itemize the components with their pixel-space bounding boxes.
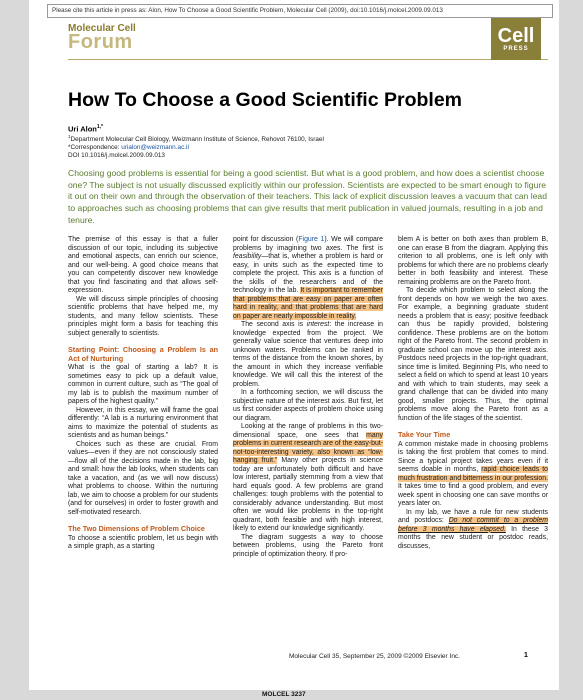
journal-name: Molecular Cell [68,23,136,34]
highlighted-text: rapid choice leads to much frustration and bitterness in our profession. [398,466,548,482]
paragraph: Looking at the range of problems in this two-dimensional space, one sees that many problems in current research are of the easy-but-not-too-interesting variety, also known as “low-hanging fruit.” Many other projects in science today are unfortunately both difficult and have low interest, partially stemming from a view that hard equals good. A few problems are grand challenges: tough problems with the potential to considerably advance understanding. But most often we would like problems in the top-right quadrant, both feasible and with high interest, likely to extend our knowledge significantly. [233,423,383,532]
abstract: Choosing good problems is essential for being a good scientist. But what is a good problem, and how does a scientist choose one? The subject is not usually discussed explicitly within our profession. Scientists are expected to be smart enough to figure it out on their own and through the observation of their teachers. This lack of explicit discussion leaves a vacuum that can lead to approaches such as choosing problems that can give results that merit publication in valued journals, resulting in a job and tenure. [68,168,547,225]
doi: DOI 10.1016/j.molcel.2009.09.013 [68,152,165,160]
page-number: 1 [524,652,528,659]
author-marks: 1,* [96,124,104,130]
citation-banner: Please cite this article in press as: Alon, How To Choose a Good Scientific Problem, Molecular Cell (2009), doi:10.1016/j.molcel.2009.09.013 [47,4,553,18]
paragraph: To choose a scientific problem, let us begin with a simple graph, as a starting [68,534,218,550]
paragraph: The diagram suggests a way to choose between problems, using the Pareto front principle of optimization theory. If pro- [233,533,383,558]
paragraph: However, in this essay, we will frame the goal differently: “A lab is a nurturing environment that aims to maximize the potential of students as scientists and as human beings.” [68,406,218,439]
highlighted-text: many problems in current research are of the easy-but-not-too-interesting variety, also known as “low-hanging fruit.” [233,431,383,464]
paragraph: What is the goal of starting a lab? It is sometimes easy to pick up a default value, common in current culture, such as “The goal of my lab is to publish the maximum number of papers of the highest quality.” [68,364,218,405]
paragraph: point for discussion (Figure 1). We will compare problems by imagining two axes. The first is feasibility—that is, whether a problem is hard or easy, in units such as the expected time to complete the project. This axis is a function of the skills of the researchers and of the technology in the lab. It is important to remember that problems that are easy on paper are often hard in reality, and that problems that are hard on paper are nearly impossible in reality. [233,236,383,320]
section-heading: The Two Dimensions of Problem Choice [68,524,205,533]
paragraph: The premise of this essay is that a fuller discussion of our topic, including its subjective and emotional aspects, can enrich our science, and our well-being. A good choice means that you can competently discover new knowledge that you find fascinating and that allows self-expression. [68,236,218,294]
paragraph: blem A is better on both axes than problem B, one can erase B from the diagram. Applying this criterion to all problems, one is left only with problems for which there are no problems clearly better in both feasibility and interest. These remaining problems are on the Pareto front. [398,236,548,286]
figure-reference-link[interactable]: Figure 1 [298,236,325,243]
highlighted-text: Do not commit to a problem before 3 months have elapsed. [398,517,548,533]
email-link[interactable]: urialon@weizmann.ac.il [121,144,189,152]
section-heading: Take Your Time [398,430,451,439]
logo-subword: PRESS [503,46,529,52]
article-page [29,0,559,690]
affiliation-block [68,133,538,160]
highlighted-text: It is important to remember that problems that are easy on paper are often hard in reality, and that problems that are hard on paper are nearly impossible in reality. [233,287,383,320]
paragraph: A common mistake made in choosing problems is taking the first problem that comes to mind. Since a typical project takes years even if it seems doable in months, rapid choice leads to much frustration and bitterness in our profession. It takes time to find a good problem, and every week spent in choosing one can save months or years later on. [398,440,548,507]
article-title: How To Choose a Good Scientific Problem [68,89,463,111]
paragraph: In a forthcoming section, we will discuss the subjective nature of the interest axis. But first, let us first consider aspects of problem choice using our diagram. [233,389,383,422]
logo-word: Cell [497,25,535,47]
manuscript-code: MOLCEL 3237 [262,691,306,698]
affiliation: $^1$Department Molecular Cell Biology, Weizmann Institute of Science, Rehovot 76100, Israel [68,134,324,144]
column-2 [233,236,383,559]
paragraph: The second axis is interest: the increase in knowledge expected from the project. We generally value science that ventures deep into unknown waters. Problems can be ranked in terms of the distance from the known shores, by the amount in which they increase verifiable knowledge. We will call this the interest of the problem. [233,321,383,388]
author-name: Uri Alon [68,124,97,134]
cell-press-logo [491,18,541,60]
paragraph: We will discuss simple principles of choosing scientific problems that have helped me, my students, and many fellow scientists. These principles might form a basis for teaching this subject generally to scientists. [68,295,218,337]
column-3 [398,236,548,551]
header-divider [68,59,548,60]
paragraph: Choices such as these are crucial. From values—even if they are not consciously stated—flow all of the decisions made in the lab, big and small: how the lab looks, when students can take a vacation, and (as we will now discuss) what problems to choose. Within the nurturing lab, we aim to choose a problem for our students (and for ourselves) in order to foster growth and self-motivated research. [68,440,218,516]
footer-citation: Molecular Cell 35, September 25, 2009 ©2009 Elsevier Inc. [289,653,460,660]
affiliation-mark: 1 [68,134,71,139]
section-label: Forum [68,31,133,53]
column-1 [68,236,218,552]
paragraph: To decide which problem to select along the front depends on how we weigh the two axes. For example, a beginning graduate student needs a problem that is easy; positive feedback can thus be rapidly provided, bolstering confidence. These problems are on the bottom right of the Pareto front. The second problem in graduate school can move up the interest axis. Postdocs need projects in the top-right quadrant, since time is limited. Beginning PIs, who need to select a field on which to spend at least 10 years and with which to train students, may seek a grand challenge that can be divided into many good, smaller projects. Thus, the optimal problems move along the Pareto front as a function of the life stages of the scientist. [398,287,548,422]
correspondence: *Correspondence: urialon@weizmann.ac.il [68,144,189,152]
section-heading: Starting Point: Choosing a Problem Is an Act of Nurturing [68,345,218,363]
paragraph: In my lab, we have a rule for new students and postdocs: Do not commit to a problem before 3 months have elapsed. In these 3 months the new student or postdoc reads, discusses, [398,508,548,550]
